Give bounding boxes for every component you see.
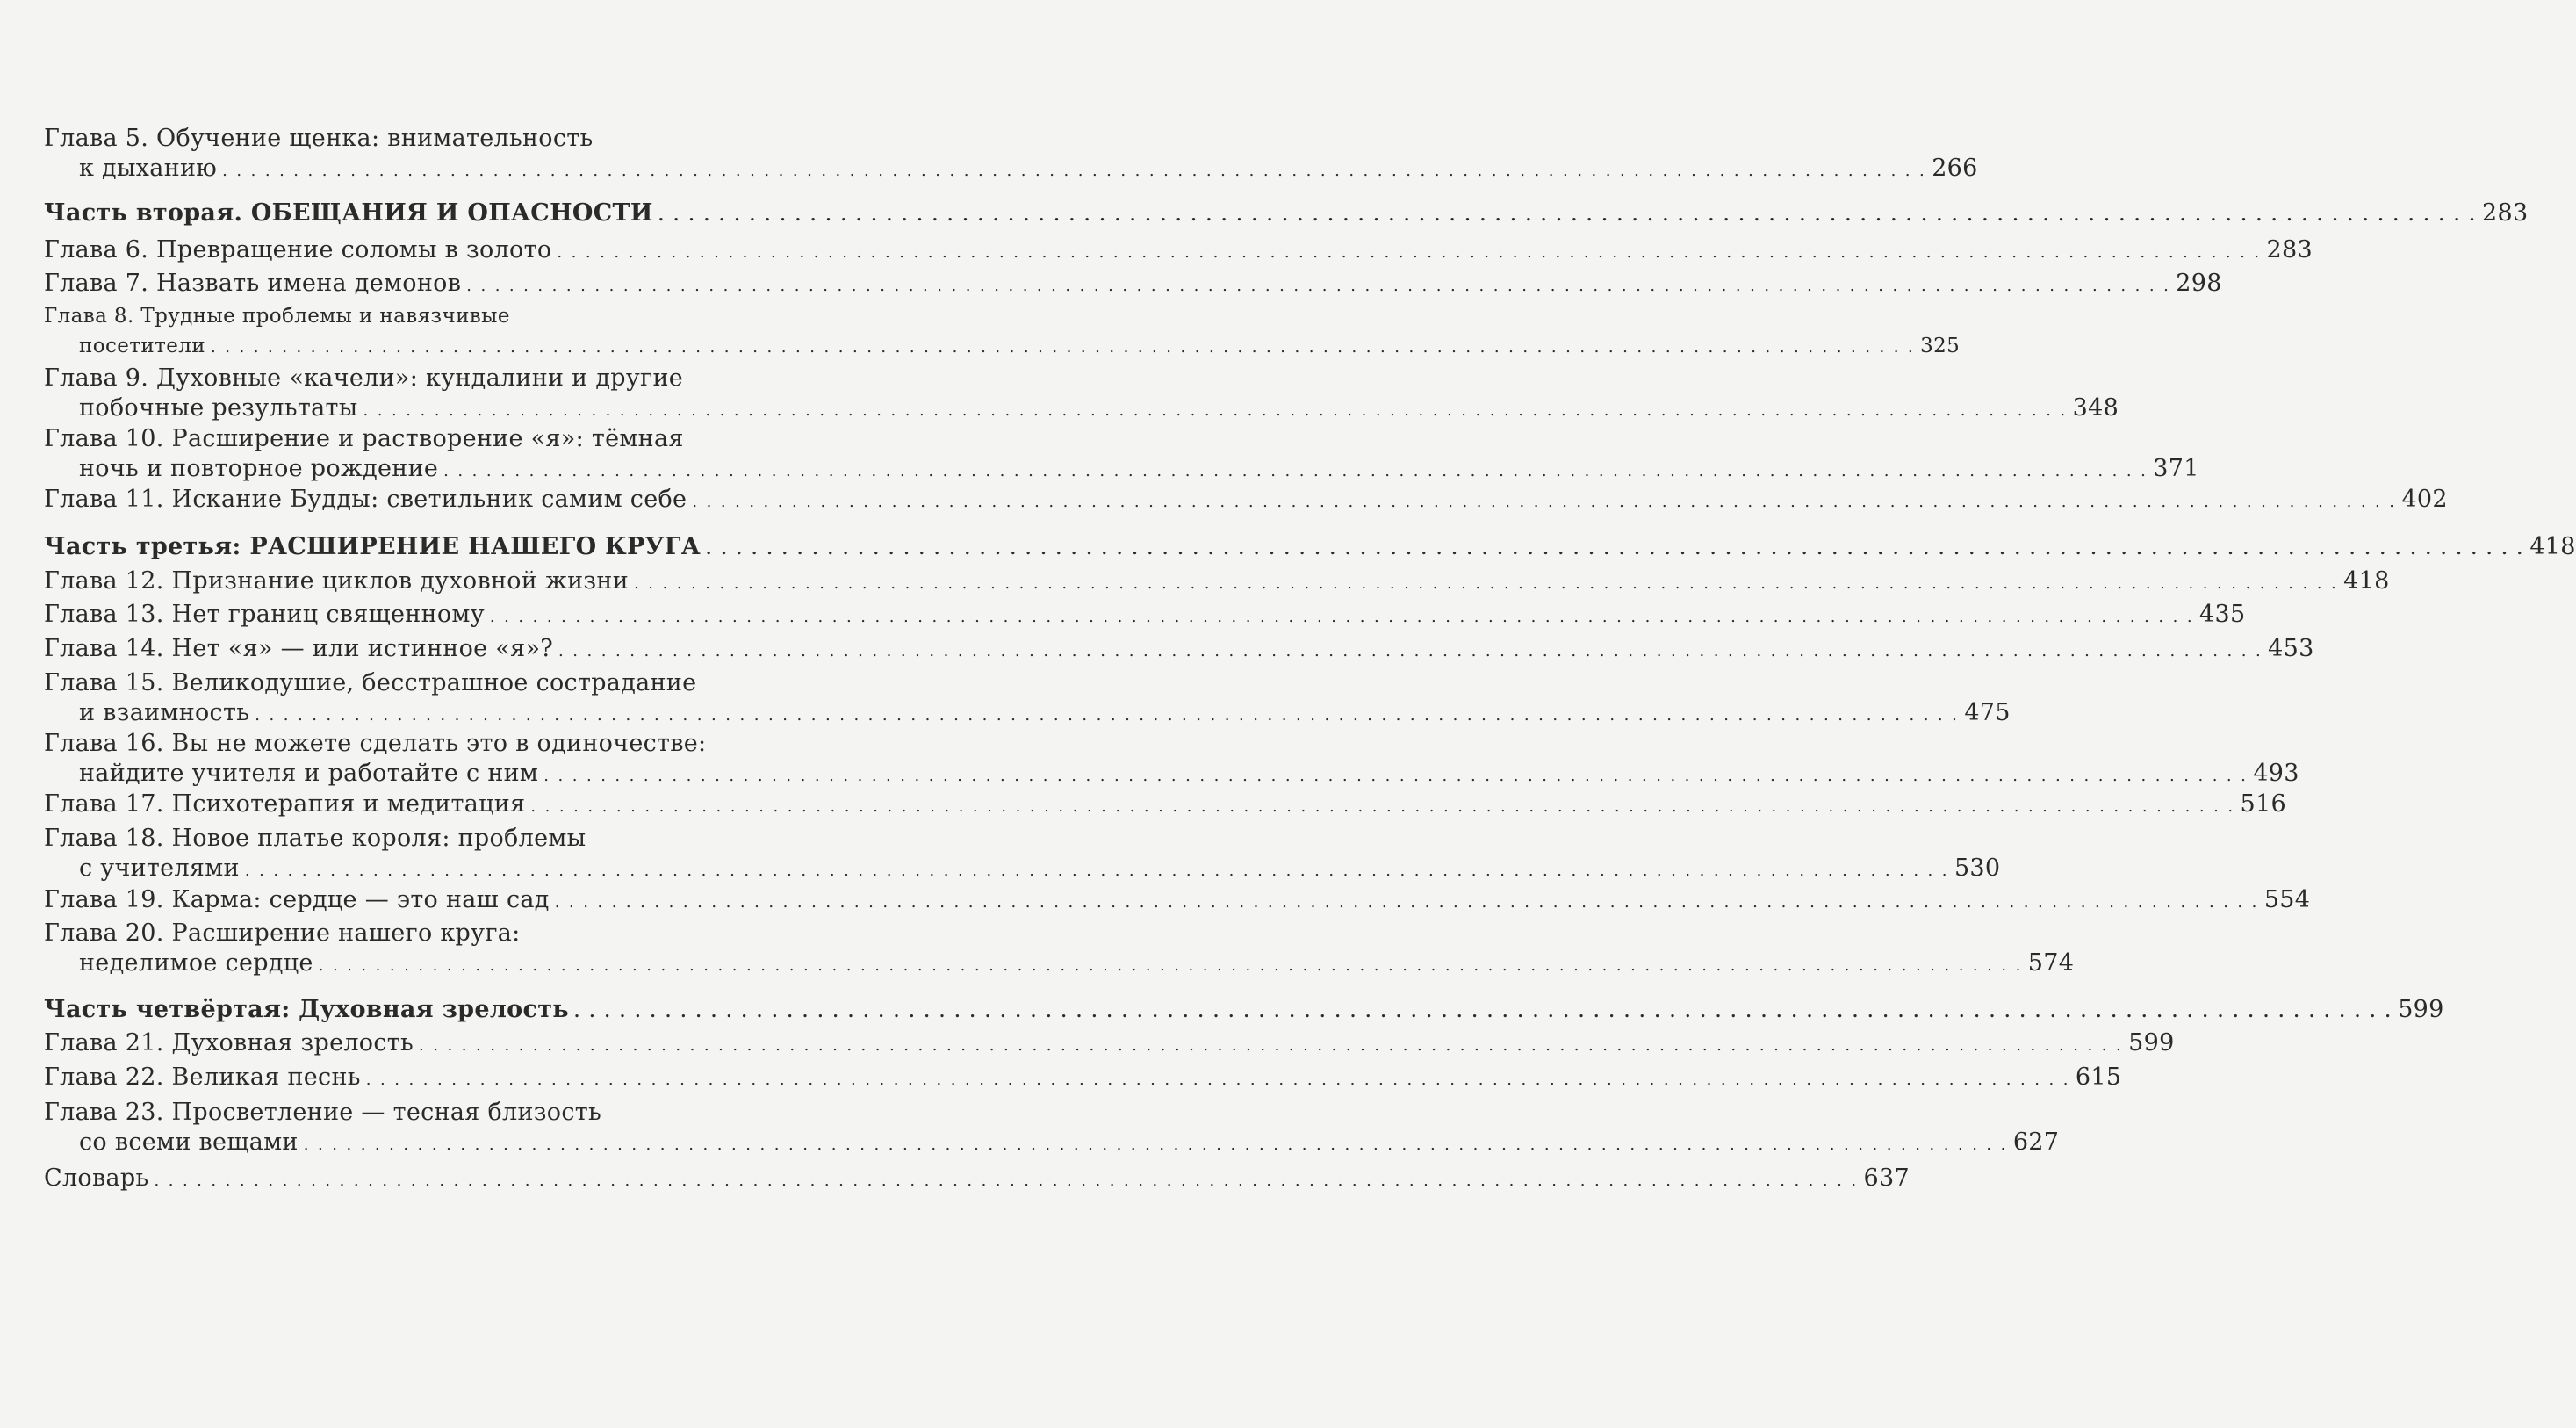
- entry-title: Часть третья: РАСШИРЕНИЕ НАШЕГО КРУГА: [44, 533, 701, 560]
- page-number: 283: [2266, 236, 2313, 263]
- entry-title: Глава 5. Обучение щенка: внимательность: [44, 125, 594, 152]
- dot-leader: . . . . . . . . . . . . . . . . . . . . . . . . . . . . . . . . . . . . . . . . . . . . . . . . . . . . . . . . . . . . . . . . . . . . . . . . . . . . . . . . . . . . . . . . . . . . . . . . . . . . . . . . . . . . . . . . . . . . . . . .: [558, 642, 2263, 660]
- entry-title: Глава 23. Просветление — тесная близость: [44, 1099, 602, 1126]
- entry-line: [44, 566, 2390, 596]
- toc-glossary-entry: [44, 1164, 1910, 1194]
- entry-line: [44, 532, 2576, 562]
- entry-title: Глава 10. Расширение и растворение «я»: тёмная: [44, 425, 684, 452]
- toc-chapter-entry: [44, 668, 2011, 728]
- entry-title: Глава 12. Признание циклов духовной жизни: [44, 567, 630, 595]
- entry-title-continuation: со всеми вещами: [79, 1129, 299, 1156]
- dot-leader: . . . . . . . . . . . . . . . . . . . . . . . . . . . . . . . . . . . . . . . . . . . . . . . . . . . . . . . . . . . . . . . . . . . . . . . . . . . . . . . . . . . . . . . . . . . . . . . . . . . . . . . . . . . . . . . . . . . . . . . .: [543, 767, 2249, 785]
- entry-line: [44, 824, 766, 854]
- entry-line: [44, 424, 766, 454]
- toc-chapter-entry: [44, 824, 2001, 883]
- page-number: 435: [2199, 601, 2246, 628]
- entry-title: Глава 21. Духовная зрелость: [44, 1029, 414, 1057]
- entry-title-continuation: посетители: [79, 335, 205, 357]
- page-number: 554: [2263, 886, 2311, 913]
- toc-chapter-entry: [44, 1063, 2122, 1093]
- entry-title: Глава 15. Великодушие, бесстрашное сострадание: [44, 669, 697, 696]
- entry-title-continuation: с учителями: [79, 855, 240, 882]
- entry-title: Глава 19. Карма: сердце — это наш сад: [44, 886, 550, 913]
- entry-title: Глава 16. Вы не можете сделать это в одиночестве:: [44, 730, 707, 757]
- dot-leader: . . . . . . . . . . . . . . . . . . . . . . . . . . . . . . . . . . . . . . . . . . . . . . . . . . . . . . . . . . . . . . . . . . . . . . . . . . . . . . . . . . . . . . . . . . . . . . . . . . . . . . . . . . . . . . . . . . . . . . . .: [419, 1036, 2124, 1055]
- entry-line: [44, 885, 2311, 915]
- entry-line: [44, 698, 2011, 728]
- toc-chapter-entry: [44, 885, 2311, 915]
- entry-line: [44, 269, 2222, 299]
- dot-leader: . . . . . . . . . . . . . . . . . . . . . . . . . . . . . . . . . . . . . . . . . . . . . . . . . . . . . . . . . . . . . . . . . . . . . . . . . . . . . . . . . . . . . . . . . . . . . . . . . . . . . . . . . . . . . . . . . . . . . . . .: [466, 277, 2171, 295]
- entry-line: [44, 919, 766, 948]
- entry-title: Часть вторая. ОБЕЩАНИЯ И ОПАСНОСТИ: [44, 199, 653, 227]
- toc-chapter-entry: [44, 634, 2314, 664]
- page-number: 637: [1863, 1165, 1910, 1192]
- entry-line: [44, 854, 2001, 883]
- toc-chapter-entry: [44, 790, 2286, 819]
- dot-leader: . . . . . . . . . . . . . . . . . . . . . . . . . . . . . . . . . . . . . . . . . . . . . . . . . . . . . . . . . . . . . . . . . . . . . . . . . . . . . . . . . . . . . . . . . . . . . . . . . . . . . . . . . . . . . . . . . . . . . . . .: [489, 608, 2194, 626]
- entry-line: [44, 790, 2286, 819]
- page-number: 475: [1964, 699, 2011, 726]
- entry-title: Глава 7. Назвать имена демонов: [44, 270, 462, 297]
- entry-title-continuation: неделимое сердце: [79, 949, 313, 977]
- entry-line: [44, 454, 2199, 484]
- dot-leader: . . . . . . . . . . . . . . . . . . . . . . . . . . . . . . . . . . . . . . . . . . . . . . . . . . . . . . . . . . . . . . . . . . . . . . . . . . . . . . . . . . . . . . . . . . . . . . . . . . . . . . . . . . . . . . . . . . . . . . . .: [554, 893, 2259, 912]
- entry-title: Глава 6. Превращение соломы в золото: [44, 236, 552, 263]
- dot-leader: . . . . . . . . . . . . . . . . . . . . . . . . . . . . . . . . . . . . . . . . . . . . . . . . . . . . . . . . . . . . . . . . . . . . . . . . . . . . . . . . . . . . . . . . . . . . . . . . . . . . . . . . . . . . . . . . . . . . . . . .: [222, 162, 1927, 180]
- toc-chapter-entry: [44, 124, 1978, 184]
- page-number: 418: [2343, 567, 2390, 595]
- dot-leader: . . . . . . . . . . . . . . . . . . . . . . . . . . . . . . . . . . . . . . . . . . . . . . . . . . . . . . . . . . . . . . . . . . . . . . . . . . . . . . . . . . . . . . . . . . . . . . . . . . . . . . . . . . . . . . . . . . . . . . . .: [573, 1003, 2393, 1021]
- page-number: 418: [2529, 533, 2576, 560]
- entry-line: [44, 364, 766, 393]
- page-number: 325: [1920, 335, 1961, 357]
- entry-title-continuation: к дыханию: [79, 155, 218, 182]
- page-number: 574: [2027, 949, 2075, 977]
- page-number: 599: [2398, 996, 2444, 1023]
- entry-line: [44, 729, 766, 759]
- entry-line: [44, 948, 2075, 978]
- dot-leader: . . . . . . . . . . . . . . . . . . . . . . . . . . . . . . . . . . . . . . . . . . . . . . . . . . . . . . . . . . . . . . . . . . . . . . . . . . . . . . . . . . . . . . . . . . . . . . . . . . . . . . . . . . . . . . . . . . . . . . . .: [557, 243, 2262, 262]
- entry-line: [44, 393, 2119, 423]
- page-number: 516: [2240, 790, 2286, 818]
- page-number: 615: [2075, 1064, 2122, 1091]
- entry-title-continuation: побочные результаты: [79, 394, 358, 422]
- page-number: 453: [2268, 635, 2314, 662]
- page-number: 348: [2072, 394, 2119, 422]
- entry-title: Глава 14. Нет «я» — или истинное «я»?: [44, 635, 554, 662]
- entry-line: [44, 600, 2246, 630]
- toc-chapter-entry: [44, 600, 2246, 630]
- entry-line: [44, 1063, 2122, 1093]
- entry-line: [44, 1128, 2060, 1158]
- dot-leader: . . . . . . . . . . . . . . . . . . . . . . . . . . . . . . . . . . . . . . . . . . . . . . . . . . . . . . . . . . . . . . . . . . . . . . . . . . . . . . . . . . . . . . . . . . . . . . . . . . . . . . . . . . . . . . . . . . . . . . . .: [443, 462, 2148, 480]
- dot-leader: . . . . . . . . . . . . . . . . . . . . . . . . . . . . . . . . . . . . . . . . . . . . . . . . . . . . . . . . . . . . . . . . . . . . . . . . . . . . . . . . . . . . . . . . . . . . . . . . . . . . . . . . . . . . . . . . . . . . . . . .: [706, 540, 2525, 559]
- toc-chapter-entry: [44, 424, 2199, 484]
- entry-line: [44, 1098, 766, 1128]
- toc-chapter-entry: [44, 1098, 2060, 1158]
- page-number: 402: [2401, 486, 2448, 513]
- entry-title: Глава 20. Расширение нашего круга:: [44, 920, 521, 947]
- page-number: 298: [2176, 270, 2222, 297]
- entry-title: Глава 8. Трудные проблемы и навязчивые: [44, 305, 510, 328]
- toc-chapter-entry: [44, 235, 2313, 265]
- entry-line: [44, 124, 766, 154]
- entry-title: Глава 9. Духовные «качели»: кундалини и другие: [44, 364, 684, 392]
- toc-chapter-entry: [44, 364, 2119, 423]
- dot-leader: . . . . . . . . . . . . . . . . . . . . . . . . . . . . . . . . . . . . . . . . . . . . . . . . . . . . . . . . . . . . . . . . . . . . . . . . . . . . . . . . . . . . . . . . . . . . . . . . . . . . . . . . . . . . . . . . . . . . . . . .: [634, 574, 2339, 593]
- toc-part-entry: [44, 995, 2444, 1025]
- toc-part-entry: [44, 198, 2529, 228]
- dot-leader: . . . . . . . . . . . . . . . . . . . . . . . . . . . . . . . . . . . . . . . . . . . . . . . . . . . . . . . . . . . . . . . . . . . . . . . . . . . . . . . . . . . . . . . . . . . . . . . . . . . . . . . . . . . . . . . . . . . . . . . .: [658, 206, 2478, 225]
- page-number: 627: [2012, 1129, 2060, 1156]
- dot-leader: . . . . . . . . . . . . . . . . . . . . . . . . . . . . . . . . . . . . . . . . . . . . . . . . . . . . . . . . . . . . . . . . . . . . . . . . . . . . . . . . . . . . . . . . . . . . . . . . . . . . . . . . . . . . . . . . . . . . . . . .: [365, 1071, 2070, 1089]
- entry-title: Глава 18. Новое платье короля: проблемы: [44, 825, 586, 852]
- entry-title-continuation: найдите учителя и работайте с ним: [79, 760, 539, 787]
- toc-chapter-entry: [44, 269, 2222, 299]
- dot-leader: . . . . . . . . . . . . . . . . . . . . . . . . . . . . . . . . . . . . . . . . . . . . . . . . . . . . . . . . . . . . . . . . . . . . . . . . . . . . . . . . . . . . . . . . . . . . . . . . . . . . . . . . . . . . . . . . . . . . . . . .: [255, 706, 1960, 725]
- entry-title-continuation: ночь и повторное рождение: [79, 455, 439, 482]
- page-number: 371: [2153, 455, 2199, 482]
- entry-line: [44, 198, 2529, 228]
- entry-title: Словарь: [44, 1165, 149, 1192]
- toc-chapter-entry: [44, 301, 1961, 361]
- entry-line: [44, 759, 2299, 789]
- entry-line: [44, 995, 2444, 1025]
- dot-leader: . . . . . . . . . . . . . . . . . . . . . . . . . . . . . . . . . . . . . . . . . . . . . . . . . . . . . . . . . . . . . . . . . . . . . . . . . . . . . . . . . . . . . . . . . . . . . . . . . . . . . . . . . . . . . . . . . . . . . . . .: [303, 1136, 2008, 1154]
- entry-line: [44, 1028, 2175, 1058]
- dot-leader: . . . . . . . . . . . . . . . . . . . . . . . . . . . . . . . . . . . . . . . . . . . . . . . . . . . . . . . . . . . . . . . . . . . . . . . . . . . . . . . . . . . . . . . . . . . . . . . . . . . . . . . . . . . . . . . . . . . . . . . .: [692, 493, 2397, 511]
- toc-chapter-entry: [44, 1028, 2175, 1058]
- dot-leader: . . . . . . . . . . . . . . . . . . . . . . . . . . . . . . . . . . . . . . . . . . . . . . . . . . . . . . . . . . . . . . . . . . . . . . . . . . . . . . . . . . . . . . . . . . . . . . . . . . . . . . . . . . . . . . . . . . . . . . . .: [318, 956, 2023, 975]
- entry-line: [44, 331, 1961, 361]
- entry-line: [44, 668, 766, 698]
- dot-leader: . . . . . . . . . . . . . . . . . . . . . . . . . . . . . . . . . . . . . . . . . . . . . . . . . . . . . . . . . . . . . . . . . . . . . . . . . . . . . . . . . . . . . . . . . . . . . . . . . . . . . . . . . . . . . . . . . . . . . . . .: [530, 797, 2235, 816]
- entry-title-continuation: и взаимность: [79, 699, 250, 726]
- entry-line: [44, 1164, 1910, 1194]
- entry-line: [44, 634, 2314, 664]
- entry-title: Глава 22. Великая песнь: [44, 1064, 361, 1091]
- toc-chapter-entry: [44, 485, 2448, 515]
- entry-title: Часть четвёртая: Духовная зрелость: [44, 996, 569, 1023]
- page-number: 266: [1932, 155, 1978, 182]
- entry-line: [44, 154, 1978, 184]
- dot-leader: . . . . . . . . . . . . . . . . . . . . . . . . . . . . . . . . . . . . . . . . . . . . . . . . . . . . . . . . . . . . . . . . . . . . . . . . . . . . . . . . . . . . . . . . . . . . . . . . . . . . . . . . . . . . . . . . . . . . . . . .: [363, 401, 2068, 420]
- page-number: 530: [1954, 855, 2001, 882]
- entry-line: [44, 485, 2448, 515]
- toc-chapter-entry: [44, 919, 2075, 978]
- toc-chapter-entry: [44, 729, 2299, 789]
- page-number: 599: [2128, 1029, 2175, 1057]
- toc-chapter-entry: [44, 566, 2390, 596]
- entry-title: Глава 17. Психотерапия и медитация: [44, 790, 526, 818]
- entry-line: [44, 301, 766, 331]
- entry-line: [44, 235, 2313, 265]
- page-number: 283: [2482, 199, 2529, 227]
- entry-title: Глава 13. Нет границ священному: [44, 601, 485, 628]
- entry-title: Глава 11. Искание Будды: светильник самим себе: [44, 486, 687, 513]
- dot-leader: . . . . . . . . . . . . . . . . . . . . . . . . . . . . . . . . . . . . . . . . . . . . . . . . . . . . . . . . . . . . . . . . . . . . . . . . . . . . . . . . . . . . . . . . . . . . . . . . . . . . . . . . . . . . . . . . . . . . . . . .: [244, 862, 1949, 880]
- toc-part-entry: [44, 532, 2576, 562]
- dot-leader: . . . . . . . . . . . . . . . . . . . . . . . . . . . . . . . . . . . . . . . . . . . . . . . . . . . . . . . . . . . . . . . . . . . . . . . . . . . . . . . . . . . . . . . . . . . . . . . . . . . . . . . . . . . . . . . . . . . . . . . .: [211, 338, 1916, 357]
- dot-leader: . . . . . . . . . . . . . . . . . . . . . . . . . . . . . . . . . . . . . . . . . . . . . . . . . . . . . . . . . . . . . . . . . . . . . . . . . . . . . . . . . . . . . . . . . . . . . . . . . . . . . . . . . . . . . . . . . . . . . . . .: [154, 1172, 1859, 1190]
- page-number: 493: [2253, 760, 2299, 787]
